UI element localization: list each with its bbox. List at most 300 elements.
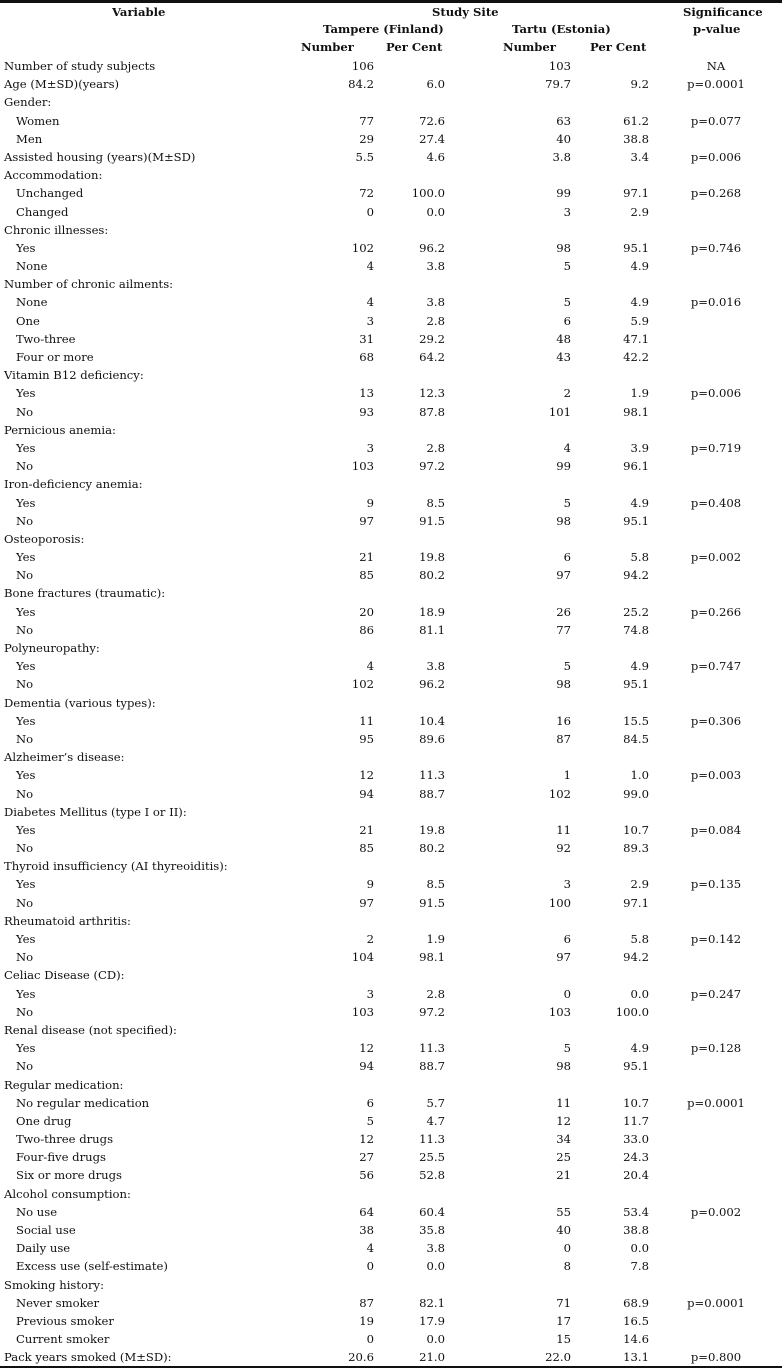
tartu-per-cent: 98.1 [623,404,649,419]
table-row [0,584,782,602]
row-label: Thyroid insufficiency (AI thyreoiditis): [4,859,228,874]
tartu-number: 103 [548,59,571,73]
row-label: Number of study subjects [4,59,156,73]
tampere-number: 85 [359,568,374,583]
table-row [0,348,782,366]
tartu-per-cent: 100.0 [615,1004,649,1019]
tampere-number: 29 [359,131,374,146]
table-row [0,821,782,839]
p-value: p=0.268 [690,186,742,201]
header-tartu-per-cent: Per Cent [590,40,647,54]
row-label: No [16,622,34,637]
tartu-per-cent: 61.2 [623,113,649,128]
table-row [0,330,782,348]
row-label: Yes [16,1041,36,1056]
tampere-per-cent: 52.8 [419,1168,445,1183]
table-row [0,1312,782,1330]
table-top-rule [0,0,782,3]
row-label: Four or more [16,350,94,364]
tampere-number: 87 [359,1295,374,1310]
tampere-per-cent: 2.8 [426,440,445,455]
tampere-per-cent: 2.8 [426,313,445,328]
p-value: p=0.128 [690,1041,742,1056]
table-row [0,112,782,130]
table-row [0,512,782,530]
p-value: p=0.135 [690,877,742,892]
tampere-per-cent: 27.4 [419,131,445,146]
tartu-per-cent: 4.9 [630,1041,649,1056]
tartu-number: 101 [548,404,571,419]
table-row [0,712,782,730]
tartu-per-cent: 47.1 [623,331,649,346]
tampere-number: 86 [359,622,374,637]
tartu-number: 15 [556,1332,571,1347]
p-value: p=0.746 [690,240,742,255]
tartu-number: 5 [563,259,571,274]
tampere-per-cent: 19.8 [419,822,445,837]
tampere-per-cent: 87.8 [419,404,445,419]
table-body [0,57,782,1367]
tartu-number: 3.8 [552,149,571,164]
tartu-per-cent: 99.0 [623,786,649,801]
table-row [0,1348,782,1366]
tampere-per-cent: 97.2 [419,459,445,474]
tampere-number: 21 [359,550,374,565]
tampere-per-cent: 6.0 [426,77,445,92]
tartu-per-cent: 84.5 [623,731,649,746]
tampere-per-cent: 18.9 [419,604,445,619]
tampere-number: 102 [351,677,374,692]
p-value: NA [706,59,726,73]
tartu-number: 6 [563,932,571,946]
tartu-per-cent: 68.9 [623,1295,649,1310]
row-label: Alcohol consumption: [4,1186,131,1201]
table-row [0,275,782,293]
header-p-value: p-value [693,22,741,36]
row-label: Yes [16,604,36,619]
table-row [0,785,782,803]
row-label: Chronic illnesses: [4,222,109,237]
table-bottom-rule [0,1366,782,1368]
tampere-per-cent: 25.5 [419,1150,445,1165]
tampere-per-cent: 97.2 [419,1004,445,1019]
tartu-per-cent: 7.8 [630,1259,649,1274]
tampere-number: 3 [366,986,374,1001]
tampere-number: 2 [366,932,374,946]
row-label: Yes [16,386,36,401]
row-label: Pack years smoked (M±SD): [4,1350,172,1365]
row-label: No [16,677,34,692]
tampere-per-cent: 89.6 [419,731,445,746]
tartu-number: 99 [556,186,571,201]
table-row [0,439,782,457]
table-row [0,930,782,948]
tampere-per-cent: 64.2 [419,350,445,364]
row-label: None [16,259,48,274]
tampere-number: 20 [359,604,374,619]
tartu-per-cent: 94.2 [623,950,649,965]
tampere-number: 97 [359,513,374,528]
tartu-per-cent: 24.3 [623,1150,649,1165]
row-label: Vitamin B12 deficiency: [4,368,144,383]
table-row [0,530,782,548]
tampere-number: 38 [359,1223,374,1237]
row-label: Bone fractures (traumatic): [4,586,166,601]
tartu-number: 102 [548,786,571,801]
tartu-number: 100 [548,895,571,910]
tartu-per-cent: 96.1 [623,459,649,474]
table-row [0,875,782,893]
tampere-number: 94 [359,786,374,801]
row-label: Age (M±SD)(years) [4,77,120,92]
p-value: p=0.084 [690,822,742,837]
tartu-number: 5 [563,295,571,310]
table-row [0,657,782,675]
tampere-per-cent: 2.8 [426,986,445,1001]
tampere-per-cent: 11.3 [419,768,445,783]
row-label: Excess use (self-estimate) [16,1259,168,1274]
tartu-per-cent: 25.2 [623,604,649,619]
row-label: Yes [16,659,36,674]
tartu-number: 5 [563,659,571,674]
row-label: Six or more drugs [16,1168,122,1183]
p-value: p=0.266 [690,604,742,619]
tampere-number: 68 [359,350,374,364]
table-row [0,1203,782,1221]
row-label: No [16,731,34,746]
tampere-per-cent: 82.1 [419,1295,445,1310]
table-row [0,1185,782,1203]
table-row [0,966,782,984]
tampere-per-cent: 4.7 [426,1113,445,1128]
tartu-per-cent: 74.8 [623,622,649,637]
tampere-per-cent: 0.0 [426,1332,445,1347]
table-row [0,184,782,202]
tartu-number: 43 [556,350,571,364]
tampere-number: 12 [359,768,374,783]
tartu-number: 6 [563,550,571,565]
tartu-per-cent: 1.0 [630,768,649,783]
table-row [0,1257,782,1275]
tampere-per-cent: 5.7 [426,1095,445,1110]
table-row [0,475,782,493]
tampere-number: 94 [359,1059,374,1074]
table-row [0,312,782,330]
table-row [0,257,782,275]
table-row [0,839,782,857]
tartu-per-cent: 94.2 [623,568,649,583]
row-label: No [16,459,34,474]
row-label: Accommodation: [4,168,103,183]
tampere-per-cent: 3.8 [426,1241,445,1256]
tartu-per-cent: 11.7 [623,1113,649,1128]
row-label: Yes [16,986,36,1001]
tartu-number: 17 [556,1313,571,1328]
tampere-per-cent: 8.5 [426,495,445,510]
row-label: One [16,313,40,328]
tampere-per-cent: 81.1 [419,622,445,637]
tartu-per-cent: 5.8 [630,550,649,565]
tartu-per-cent: 9.2 [630,77,649,92]
row-label: Yes [16,440,36,455]
table-row [0,985,782,1003]
tartu-number: 0 [563,1241,571,1256]
row-label: Unchanged [16,186,84,201]
table-row [0,366,782,384]
table-row [0,130,782,148]
tartu-number: 12 [556,1113,571,1128]
tartu-per-cent: 97.1 [623,895,649,910]
tampere-per-cent: 17.9 [419,1313,445,1328]
p-value: p=0.247 [690,986,742,1001]
table-row [0,803,782,821]
table-row [0,403,782,421]
row-label: Celiac Disease (CD): [4,968,125,983]
table-row [0,621,782,639]
tartu-number: 8 [563,1259,571,1274]
p-value: p=0.747 [690,659,742,674]
row-label: Yes [16,877,36,892]
row-label: Yes [16,822,36,837]
tampere-number: 3 [366,440,374,455]
row-label: Two-three drugs [16,1132,114,1147]
tampere-per-cent: 88.7 [419,786,445,801]
tampere-per-cent: 11.3 [419,1132,445,1147]
row-label: No [16,950,34,965]
p-value: p=0.408 [690,495,742,510]
tartu-number: 26 [556,604,571,619]
table-row [0,1330,782,1348]
row-label: Assisted housing (years)(M±SD) [4,149,196,164]
table-row [0,57,782,75]
row-label: Osteoporosis: [4,531,85,546]
p-value: p=0.003 [690,768,742,783]
tartu-number: 48 [556,331,571,346]
tampere-number: 5.5 [355,149,374,164]
tampere-per-cent: 3.8 [426,295,445,310]
tampere-number: 103 [351,459,374,474]
tartu-number: 5 [563,1041,571,1056]
table-row [0,1112,782,1130]
tartu-per-cent: 2.9 [630,877,649,892]
tartu-per-cent: 2.9 [630,204,649,219]
row-label: Polyneuropathy: [4,641,100,655]
header-significance: Significance [683,5,763,19]
tartu-per-cent: 4.9 [630,259,649,274]
header-tampere: Tampere (Finland) [323,22,444,36]
tartu-number: 3 [563,877,571,892]
tartu-number: 0 [563,986,571,1001]
tartu-per-cent: 4.9 [630,659,649,674]
tampere-per-cent: 3.8 [426,259,445,274]
tampere-per-cent: 96.2 [419,240,445,255]
tartu-number: 98 [556,513,571,528]
tartu-per-cent: 16.5 [623,1313,649,1328]
tampere-per-cent: 88.7 [419,1059,445,1074]
row-label: No [16,895,34,910]
table-row [0,948,782,966]
tampere-per-cent: 10.4 [419,713,445,728]
tartu-number: 16 [556,713,571,728]
tampere-per-cent: 60.4 [419,1204,445,1219]
tampere-number: 9 [366,495,374,510]
tartu-number: 6 [563,313,571,328]
row-label: Regular medication: [4,1077,124,1092]
tampere-per-cent: 72.6 [419,113,445,128]
tampere-number: 97 [359,895,374,910]
tartu-per-cent: 15.5 [623,713,649,728]
table-row [0,384,782,402]
tartu-number: 40 [556,1223,571,1237]
tampere-per-cent: 91.5 [419,895,445,910]
row-label: Number of chronic ailments: [4,277,174,292]
table-row [0,1276,782,1294]
tampere-per-cent: 91.5 [419,513,445,528]
table-row [0,1148,782,1166]
tampere-number: 0 [366,204,374,219]
tampere-number: 12 [359,1041,374,1056]
tampere-per-cent: 35.8 [419,1223,445,1237]
table-row [0,494,782,512]
tampere-number: 4 [366,295,374,310]
table-row [0,293,782,311]
tartu-number: 11 [556,822,571,837]
row-label: Daily use [16,1241,71,1256]
table-row [0,421,782,439]
tartu-per-cent: 4.9 [630,295,649,310]
row-label: Alzheimer’s disease: [4,750,125,765]
row-label: No use [16,1204,58,1219]
tampere-number: 19 [359,1313,374,1328]
tartu-per-cent: 38.8 [623,131,649,146]
tartu-number: 55 [556,1204,571,1219]
header-variable: Variable [112,5,166,19]
tartu-per-cent: 10.7 [623,1095,649,1110]
tartu-per-cent: 42.2 [623,350,649,364]
table-row [0,912,782,930]
table-row [0,1076,782,1094]
table-row [0,748,782,766]
p-value: p=0.006 [690,386,742,401]
row-label: Women [16,113,60,128]
row-label: Pernicious anemia: [4,422,116,437]
tampere-number: 104 [351,950,374,965]
tartu-number: 77 [556,622,571,637]
table-row [0,730,782,748]
tartu-per-cent: 5.9 [630,313,649,328]
tampere-number: 4 [366,659,374,674]
row-label: No [16,404,34,419]
tartu-number: 97 [556,568,571,583]
tartu-number: 71 [556,1295,571,1310]
tampere-per-cent: 98.1 [419,950,445,965]
row-label: Social use [16,1223,76,1237]
tartu-per-cent: 20.4 [623,1168,649,1183]
row-label: No [16,1004,34,1019]
tampere-number: 102 [351,240,374,255]
p-value: p=0.719 [690,440,742,455]
row-label: Yes [16,768,36,783]
tartu-per-cent: 0.0 [630,1241,649,1256]
tampere-number: 93 [359,404,374,419]
tartu-number: 34 [556,1132,571,1147]
tampere-per-cent: 1.9 [426,932,445,946]
tampere-number: 6 [366,1095,374,1110]
tampere-number: 103 [351,1004,374,1019]
row-label: Yes [16,932,36,946]
row-label: No [16,786,34,801]
tartu-number: 22.0 [545,1350,571,1365]
tartu-number: 98 [556,240,571,255]
tampere-number: 84.2 [348,77,374,92]
tampere-number: 4 [366,1241,374,1256]
tartu-per-cent: 13.1 [623,1350,649,1365]
row-label: No regular medication [16,1095,150,1110]
tampere-number: 64 [359,1204,374,1219]
p-value: p=0.142 [690,932,742,946]
table-row [0,1239,782,1257]
table-row [0,603,782,621]
tartu-per-cent: 38.8 [623,1223,649,1237]
table-row [0,221,782,239]
p-value: p=0.016 [690,295,742,310]
table-row [0,548,782,566]
row-label: Never smoker [16,1295,99,1310]
table-row [0,857,782,875]
row-label: Current smoker [16,1332,110,1347]
tartu-number: 25 [556,1150,571,1165]
row-label: No [16,841,34,856]
row-label: No [16,1059,34,1074]
table-row [0,239,782,257]
table-row [0,166,782,184]
tartu-per-cent: 3.9 [630,440,649,455]
table-row [0,1003,782,1021]
tartu-number: 63 [556,113,571,128]
p-value: p=0.002 [690,1204,742,1219]
p-value: p=0.306 [690,713,742,728]
table-row [0,675,782,693]
tartu-number: 79.7 [545,77,571,92]
tartu-number: 1 [563,768,571,783]
p-value: p=0.0001 [687,1095,745,1110]
tampere-per-cent: 19.8 [419,550,445,565]
tartu-number: 98 [556,677,571,692]
tartu-per-cent: 3.4 [630,149,649,164]
p-value: p=0.077 [690,113,742,128]
header-tartu: Tartu (Estonia) [512,22,611,36]
row-label: None [16,295,48,310]
row-label: Gender: [4,95,52,110]
row-label: No [16,513,34,528]
tampere-per-cent: 4.6 [426,149,445,164]
tampere-number: 95 [359,731,374,746]
tartu-per-cent: 4.9 [630,495,649,510]
row-label: Previous smoker [16,1313,114,1328]
tartu-per-cent: 33.0 [623,1132,649,1147]
tampere-per-cent: 80.2 [419,568,445,583]
table-row [0,148,782,166]
row-label: Two-three [16,331,76,346]
tampere-number: 27 [359,1150,374,1165]
tampere-number: 21 [359,822,374,837]
tampere-per-cent: 11.3 [419,1041,445,1056]
tartu-number: 21 [556,1168,571,1183]
table-row [0,566,782,584]
table-row [0,75,782,93]
tartu-number: 11 [556,1095,571,1110]
tampere-per-cent: 21.0 [419,1350,445,1365]
